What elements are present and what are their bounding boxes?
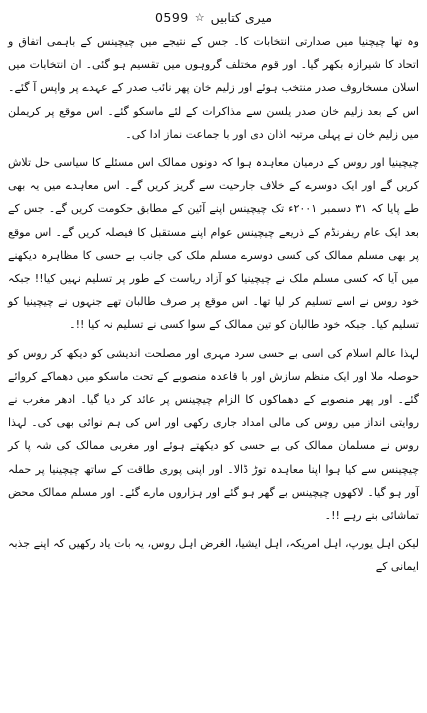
book-title: میری کتابیں (210, 9, 273, 25)
paragraph-2: چیچینیا اور روس کے درمیان معاہدہ ہوا کہ دونوں ممالک اس مسئلے کا سیاسی حل تلاش کریں گے اور ایک دوسرے کے خلاف جارحیت سے گریز کریں گے۔ اس معاہدے میں یہ بھی طے پایا کہ ۳۱ دسمبر ۲۰۰۱ء تک چیچینس اپنے آئین کے مطابق حکومت کریں گے۔ جس کے بعد ایک عام ریفرنڈم کے ذریعے چیچینس عوام اپنے مستقبل کا فیصلہ کریں گے۔ اس موقع پر بھی مسلم ممالک کی کسی دوسرے مسلم ملک کی جانب بے حسی کا مظاہرہ دیکھنے میں آیا کہ کسی مسلم ملک نے چیچینیا کو آزاد ریاست کے طور پر تسلیم نہیں کیا!! جبکہ خود روس نے اسے تسلیم کر لیا تھا۔ اس موقع پر صرف طالبان تھے جنہوں نے چیچینیا کو تسلیم کیا۔ جبکہ خود طالبان کو تین ممالک کے سوا کسی نے تسلیم نہ کیا !!۔ (8, 156, 420, 332)
paragraph-1: وہ تھا چیچنیا میں صدارتی انتخابات کا۔ جس کے نتیجے میں چیچینس کے باہمی اتفاق و اتحاد کا شیرازہ بکھر گیا۔ اور قوم مختلف گروہوں میں تقسیم ہو گئی۔ ان انتخابات میں اسلان مسخاروف صدر منتخب ہوئے اور زلیم خان پھر نائب صدر کے عہدے پر واپس آ گئے۔ اس کے بعد زلیم خان صدر یلسن سے مذاکرات کے لئے ماسکو گئے۔ اس موقع پر کریملن میں زلیم خان نے پہلی مرتبہ اذان دی اور با جماعت نماز ادا کی۔ (8, 35, 419, 141)
star-icon: ☆ (194, 10, 205, 24)
paragraph-4: لیکن اہل یورپ، اہل امریکہ، اہل ایشیا، الغرض اہل روس، یہ بات یاد رکھیں کہ اپنے جذبہ ایمانی کے (8, 537, 419, 574)
page-number: 0599 (154, 9, 189, 25)
page-header (0, 6, 427, 28)
article-body (8, 30, 419, 584)
paragraph-3: لہذا عالم اسلام کی اسی بے حسی سرد مہری اور مصلحت اندیشی کو دیکھ کر روس کو حوصلہ ملا اور ایک منظم سازش اور با قاعدہ منصوبے کے تحت ماسکو میں دھماکے کروائے گئے۔ اور پھر منصوبے کے دھماکوں کا الزام چیچینس پر عائد کر دیا گیا۔ ادھر مغرب نے روایتی انداز میں روس کی مالی امداد جاری رکھی اور اس کی ہم نوائی بھی کی۔ لہذا روس نے مسلمان ممالک کی بے حسی کو دیکھتے ہوئے اور مغربی ممالک کی شہ پا کر چیچینس سے کیا ہوا اپنا معاہدہ توڑ ڈالا۔ اور اپنی پوری طاقت کے ساتھ چیچینیا پر حملہ آور ہو گیا۔ لاکھوں چیچینس بے گھر ہو گئے اور ہزاروں مارے گئے۔ اور مسلم ممالک محض تماشائی بنے رہے !!۔ (8, 346, 419, 523)
